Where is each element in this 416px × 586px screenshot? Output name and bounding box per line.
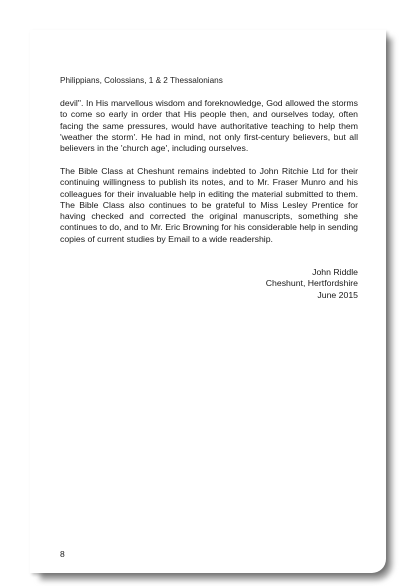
signoff-name: John Riddle — [312, 267, 358, 277]
signoff-block — [60, 267, 358, 301]
signoff-date: June 2015 — [317, 289, 358, 300]
body-paragraph-1: devil". In His marvellous wisdom and foreknowledge, God allowed the storms to come so early in order that His people then, and ourselves today, often facing the same pressures, would have authoritative teaching to help them 'weather the storm'. He had in mind, not only first-century believers, but all believers in the 'church age', including ourselves. — [60, 98, 358, 154]
page-number: 8 — [60, 549, 65, 559]
running-head: Philippians, Colossians, 1 & 2 Thessalonians — [60, 76, 223, 85]
book-page — [30, 30, 386, 573]
body-paragraph-2: The Bible Class at Cheshunt remains indebted to John Ritchie Ltd for their continuing willingness to publish its notes, and to Mr. Fraser Munro and his colleagues for their invaluable help in editing the material submitted to them. The Bible Class also continues to be grateful to Miss Lesley Prentice for having checked and corrected the original manuscripts, something she continues to do, and to Mr. Eric Browning for his considerable help in sending copies of current studies by Email to a wide readership. — [60, 166, 358, 244]
signoff-place: Cheshunt, Hertfordshire — [265, 278, 358, 289]
